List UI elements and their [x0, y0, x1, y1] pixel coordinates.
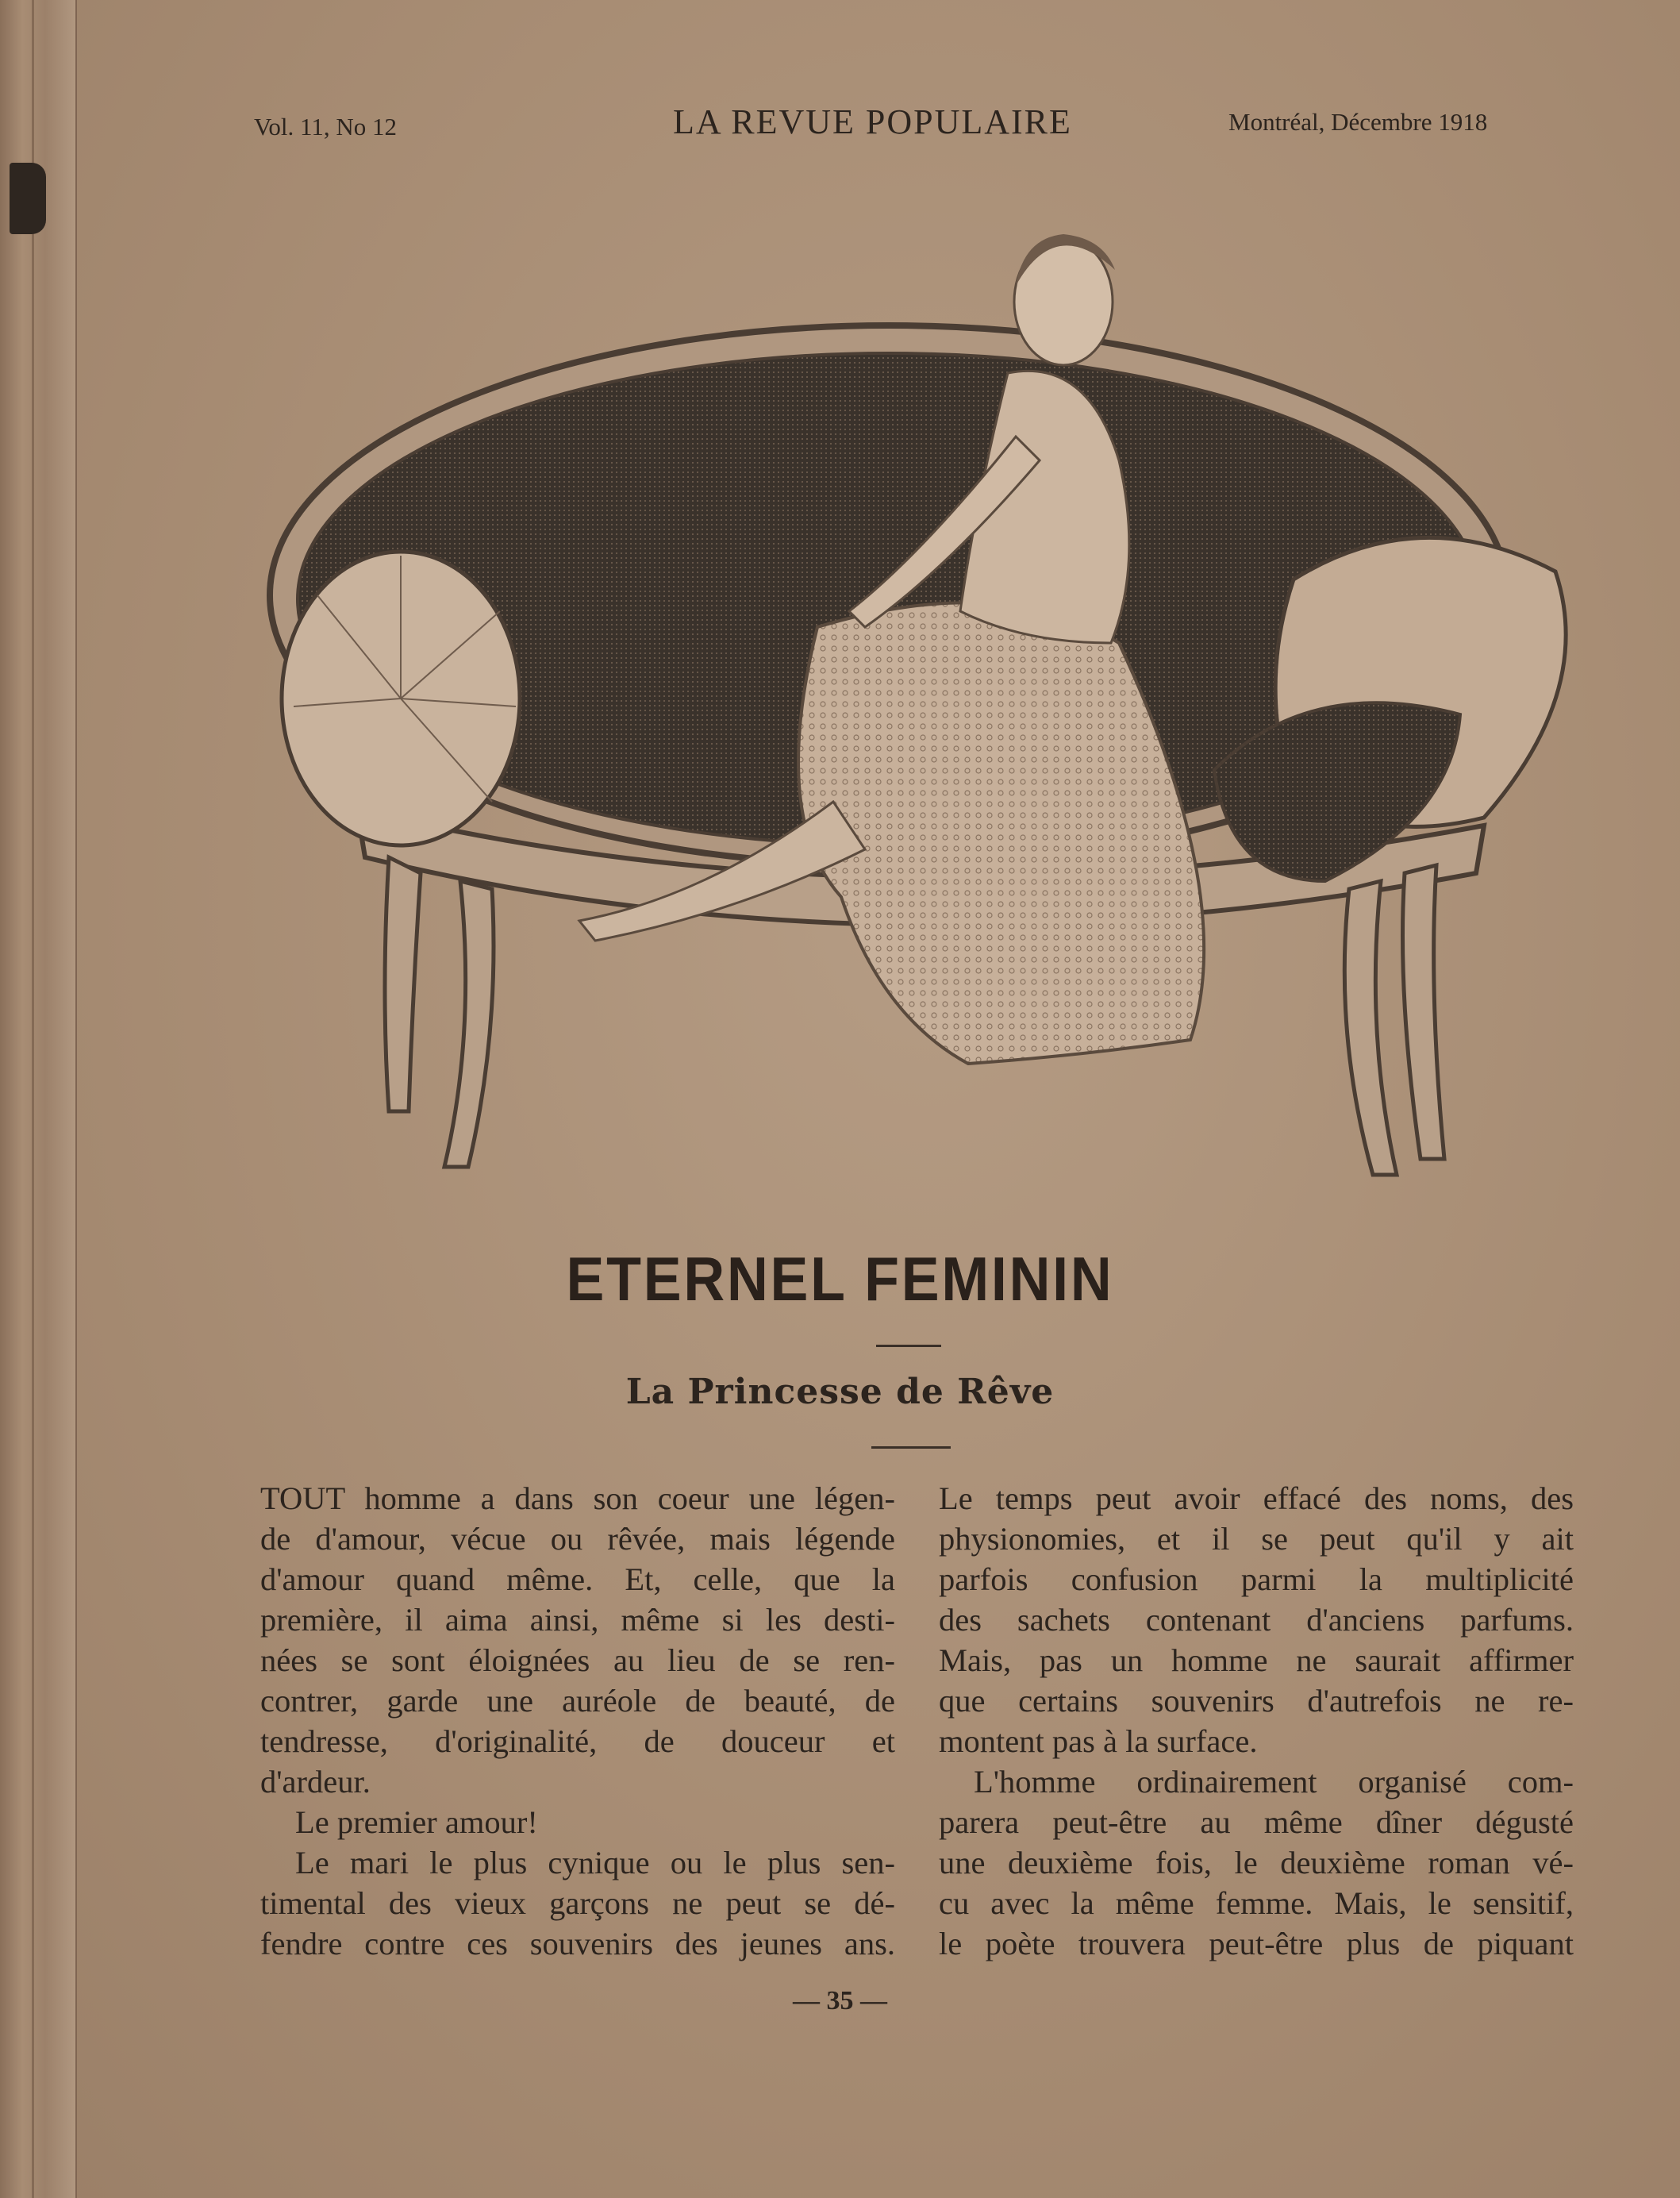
- page-binding: [0, 0, 77, 2198]
- article-title: ETERNEL FEMININ: [566, 1244, 1114, 1314]
- text-line: nées se sont éloignées au lieu de se ren-: [260, 1642, 895, 1678]
- text-line: Mais, pas un homme ne saurait affirmer: [939, 1642, 1574, 1678]
- text-line: timental des vieux garçons ne peut se dé-: [260, 1885, 895, 1921]
- page-header: [0, 102, 1680, 149]
- text-line: de d'amour, vécue ou rêvée, mais légende: [260, 1521, 895, 1557]
- binding-tab: [10, 163, 46, 234]
- text-line: TOUT homme a dans son coeur une légen-: [260, 1480, 895, 1516]
- text-line: L'homme ordinairement organisé com-: [974, 1764, 1574, 1800]
- text-line: tendresse, d'originalité, de douceur et: [260, 1723, 895, 1759]
- page-number: — 35 —: [793, 1986, 887, 2015]
- text-line: le poète trouvera peut-être plus de piquant: [939, 1926, 1574, 1961]
- text-line: cu avec la même femme. Mais, le sensitif,: [939, 1885, 1574, 1921]
- text-line: contrer, garde une auréole de beauté, de: [260, 1683, 895, 1719]
- title-divider: [876, 1345, 941, 1347]
- article-subtitle: La Princesse de Rêve: [625, 1372, 1055, 1412]
- text-line: que certains souvenirs d'autrefois ne re-: [939, 1683, 1574, 1719]
- text-line: Le mari le plus cynique ou le plus sen-: [295, 1845, 895, 1880]
- text-line: Le premier amour!: [295, 1804, 538, 1840]
- text-line: d'ardeur.: [260, 1764, 371, 1800]
- place-date: Montréal, Décembre 1918: [1228, 108, 1488, 136]
- volume-number: Vol. 11, No 12: [254, 113, 397, 141]
- left-column: [260, 1478, 895, 1964]
- text-line: montent pas à la surface.: [939, 1723, 1258, 1759]
- text-line: première, il aima ainsi, même si les desti-: [260, 1602, 895, 1638]
- text-line: d'amour quand même. Et, celle, que la: [260, 1561, 895, 1597]
- publication-title: LA REVUE POPULAIRE: [673, 102, 1072, 141]
- text-line: une deuxième fois, le deuxième roman vé-: [939, 1845, 1574, 1880]
- subtitle-divider: [871, 1446, 951, 1449]
- text-line: parera peut-être au même dîner dégusté: [939, 1804, 1574, 1840]
- text-line: Le temps peut avoir effacé des noms, des: [939, 1480, 1574, 1516]
- text-line: fendre contre ces souvenirs des jeunes ans.: [260, 1926, 895, 1961]
- right-column: [939, 1478, 1574, 1964]
- text-line: parfois confusion parmi la multiplicité: [939, 1561, 1574, 1597]
- binding-fold: [32, 0, 34, 2198]
- illustration-icon: [262, 198, 1571, 1199]
- text-line: physionomies, et il se peut qu'il y ait: [939, 1521, 1574, 1557]
- text-line: des sachets contenant d'anciens parfums.: [939, 1602, 1574, 1638]
